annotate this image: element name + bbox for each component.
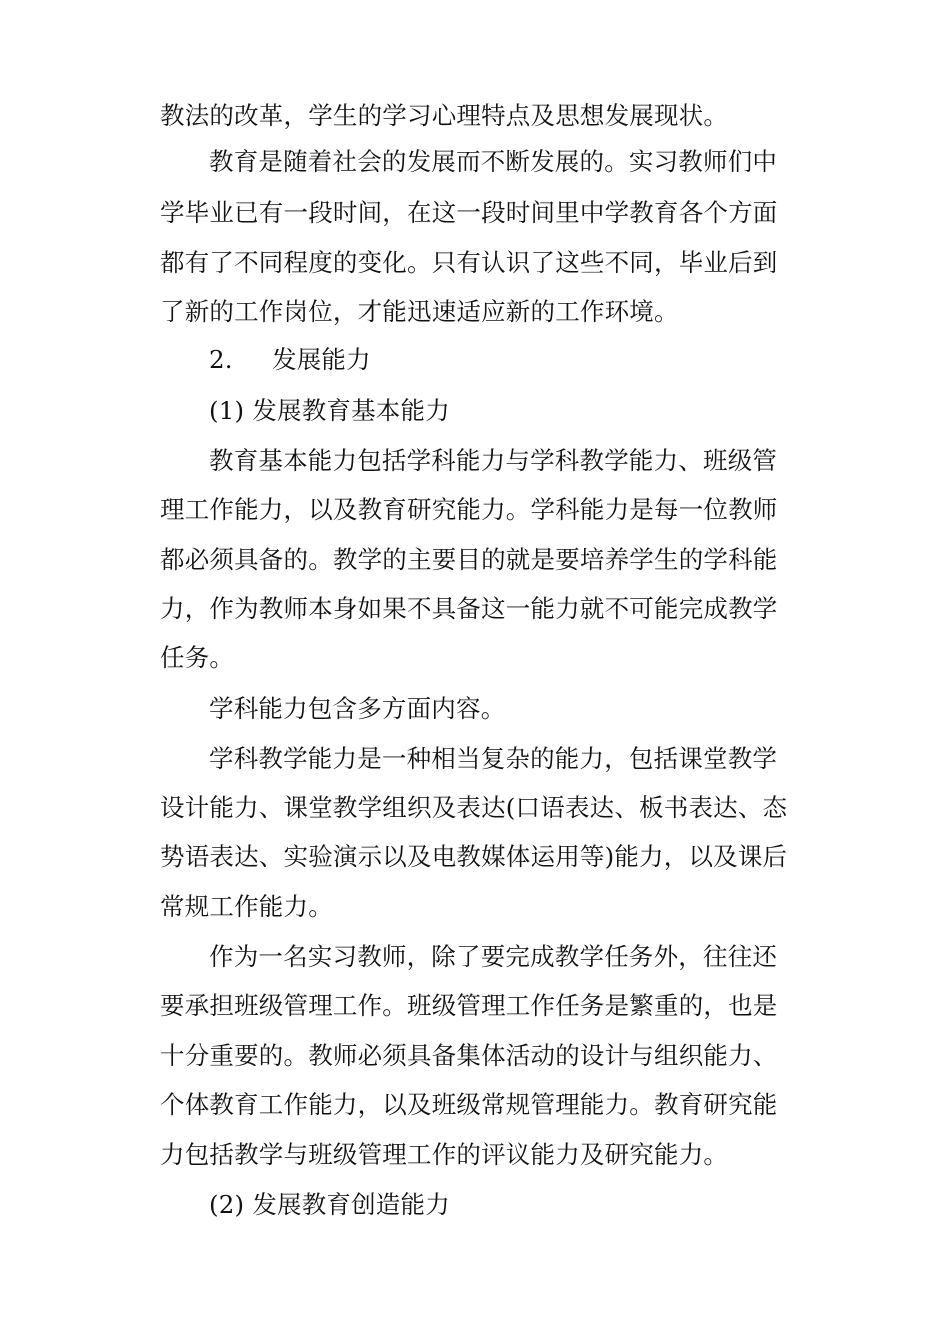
paragraph-line: 了新的工作岗位，才能迅速适应新的工作环境。 <box>160 297 679 326</box>
paragraph-line: 理工作能力，以及教育研究能力。学科能力是每一位教师 <box>160 495 778 524</box>
paragraph-line: 十分重要的。教师必须具备集体活动的设计与组织能力、 <box>160 1041 778 1070</box>
paragraph-first-line: 教育是随着社会的发展而不断发展的。实习教师们中 <box>209 147 778 176</box>
paragraph-line: 都必须具备的。教学的主要目的就是要培养学生的学科能 <box>160 545 778 574</box>
subsection-heading: (1) 发展教育基本能力 <box>209 396 450 425</box>
paragraph-line: 学毕业已有一段时间，在这一段时间里中学教育各个方面 <box>160 198 778 227</box>
paragraph-line: 个体教育工作能力，以及班级常规管理能力。教育研究能 <box>160 1090 778 1119</box>
paragraph-first-line: 学科教学能力是一种相当复杂的能力，包括课堂教学 <box>209 744 778 773</box>
paragraph-first-line: 作为一名实习教师，除了要完成教学任务外，往往还 <box>209 942 778 971</box>
section-number: 2. <box>209 345 233 374</box>
paragraph-line: 要承担班级管理工作。班级管理工作任务是繁重的，也是 <box>160 991 778 1020</box>
section-heading: 发展能力 <box>272 345 371 374</box>
paragraph-first-line: 学科能力包含多方面内容。 <box>209 694 506 723</box>
paragraph-line: 力，作为教师本身如果不具备这一能力就不可能完成教学 <box>160 594 778 623</box>
paragraph-line: 教法的改革，学生的学习心理特点及思想发展现状。 <box>160 101 729 130</box>
paragraph-line: 设计能力、课堂教学组织及表达(口语表达、板书表达、态 <box>160 793 788 822</box>
subsection-heading: (2) 发展教育创造能力 <box>209 1190 450 1219</box>
paragraph-line: 力包括教学与班级管理工作的评议能力及研究能力。 <box>160 1140 729 1169</box>
paragraph-line: 势语表达、实验演示以及电教媒体运用等)能力，以及课后 <box>160 842 788 871</box>
paragraph-line: 常规工作能力。 <box>160 892 333 921</box>
paragraph-line: 都有了不同程度的变化。只有认识了这些不同，毕业后到 <box>160 248 778 277</box>
paragraph-first-line: 教育基本能力包括学科能力与学科教学能力、班级管 <box>209 446 778 475</box>
paragraph-line: 任务。 <box>160 643 235 672</box>
